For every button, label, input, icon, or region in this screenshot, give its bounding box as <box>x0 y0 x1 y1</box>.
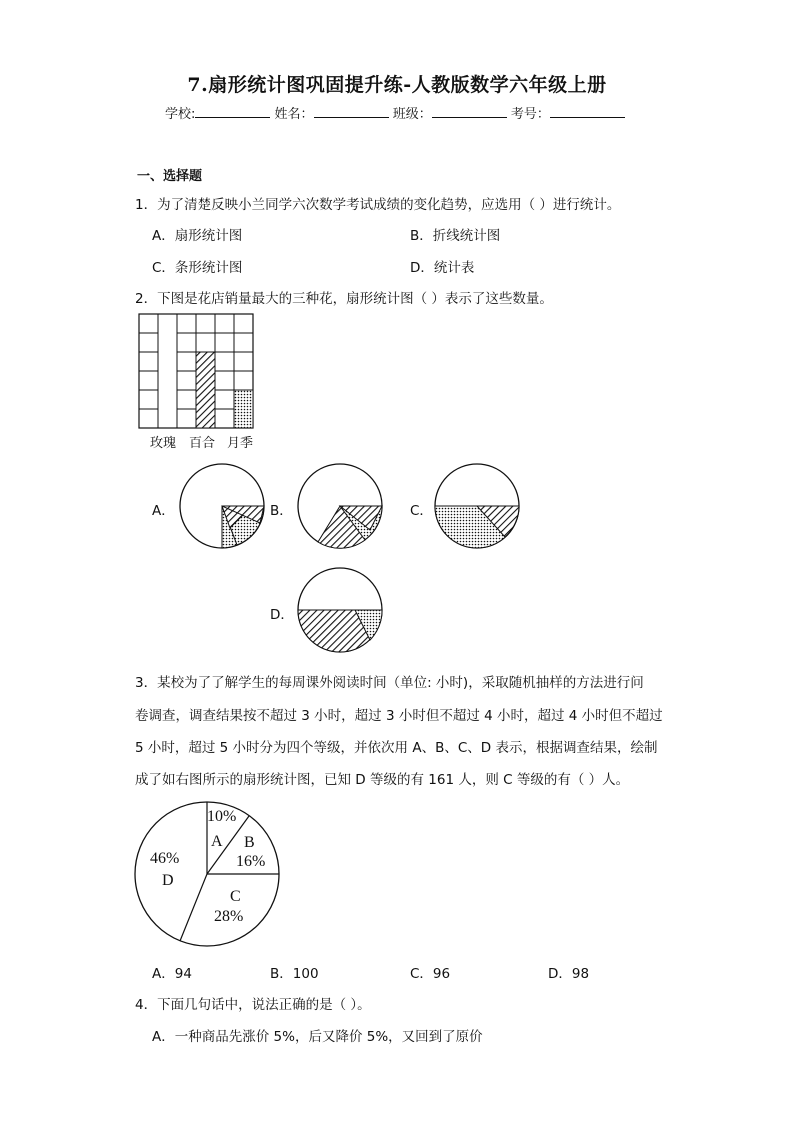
pie-label-a-percent: 10% <box>207 808 237 825</box>
class-label: 班级： <box>392 107 432 122</box>
q2-option-c-label[interactable]: C． <box>410 503 433 519</box>
pie-label-c-percent: 28% <box>214 908 244 925</box>
pie-label-a: A <box>211 833 223 850</box>
pie-option-b[interactable] <box>298 464 382 548</box>
bar-label-lily: 百合 <box>189 436 216 451</box>
page-title: 7.扇形统计图巩固提升练-人教版数学六年级上册 <box>187 74 607 96</box>
q2-option-a-label[interactable]: A． <box>152 503 175 519</box>
question-3-line-3: 5 小时，超过 5 小时分为四个等级，并依次用 A、B、C、D 表示，根据调查结果，绘制 <box>135 740 658 756</box>
q2-option-d-label[interactable]: D． <box>270 607 294 623</box>
section-heading: 一、选择题 <box>137 169 203 184</box>
q1-option-c[interactable]: C．条形统计图 <box>152 260 243 276</box>
bar-label-rose: 玫瑰 <box>150 436 177 451</box>
school-label: 学校: <box>165 107 196 122</box>
question-3-line-2: 卷调查，调查结果按不超过 3 小时，超过 3 小时但不超过 4 小时，超过 4 小时但不超过 <box>135 708 663 724</box>
bar-label-monthly-rose: 月季 <box>227 436 254 451</box>
question-2-text: 2．下图是花店销量最大的三种花，扇形统计图（ ）表示了这些数量。 <box>135 291 553 307</box>
pie-label-c: C <box>230 888 241 905</box>
question-3-line-4: 成了如右图所示的扇形统计图，已知 D 等级的有 161 人，则 C 等级的有（ ）人。 <box>135 772 630 788</box>
name-label: 姓名： <box>274 107 314 122</box>
q3-option-a[interactable]: A．94 <box>152 966 192 982</box>
pie-label-d: D <box>162 872 174 889</box>
pie-label-d-percent: 46% <box>150 850 180 867</box>
pie-option-a[interactable] <box>180 464 264 548</box>
pie-label-b-percent: 16% <box>236 853 266 870</box>
question-3-line-1: 3．某校为了了解学生的每周课外阅读时间（单位: 小时)，采取随机抽样的方法进行问 <box>135 675 644 691</box>
q2-option-b-label[interactable]: B． <box>270 503 293 519</box>
bar-rose-monthly <box>234 390 253 428</box>
pie-label-b: B <box>244 834 255 851</box>
q1-option-a[interactable]: A．扇形统计图 <box>152 228 243 244</box>
q1-option-d[interactable]: D．统计表 <box>410 260 475 276</box>
q3-option-d[interactable]: D．98 <box>548 966 590 982</box>
q4-option-a[interactable]: A．一种商品先涨价 5%，后又降价 5%，又回到了原价 <box>152 1029 483 1045</box>
q3-option-b[interactable]: B．100 <box>270 966 319 982</box>
pie-option-d[interactable] <box>298 568 382 652</box>
question-4-text: 4．下面几句话中，说法正确的是（ ）。 <box>135 997 371 1013</box>
question-1-text: 1．为了清楚反映小兰同学六次数学考试成绩的变化趋势，应选用（ ）进行统计。 <box>135 197 621 213</box>
number-label: 考号： <box>510 107 550 122</box>
q3-option-c[interactable]: C．96 <box>410 966 451 982</box>
pie-option-c[interactable] <box>435 464 519 548</box>
bar-lily <box>196 352 215 428</box>
q1-option-b[interactable]: B．折线统计图 <box>410 228 501 244</box>
